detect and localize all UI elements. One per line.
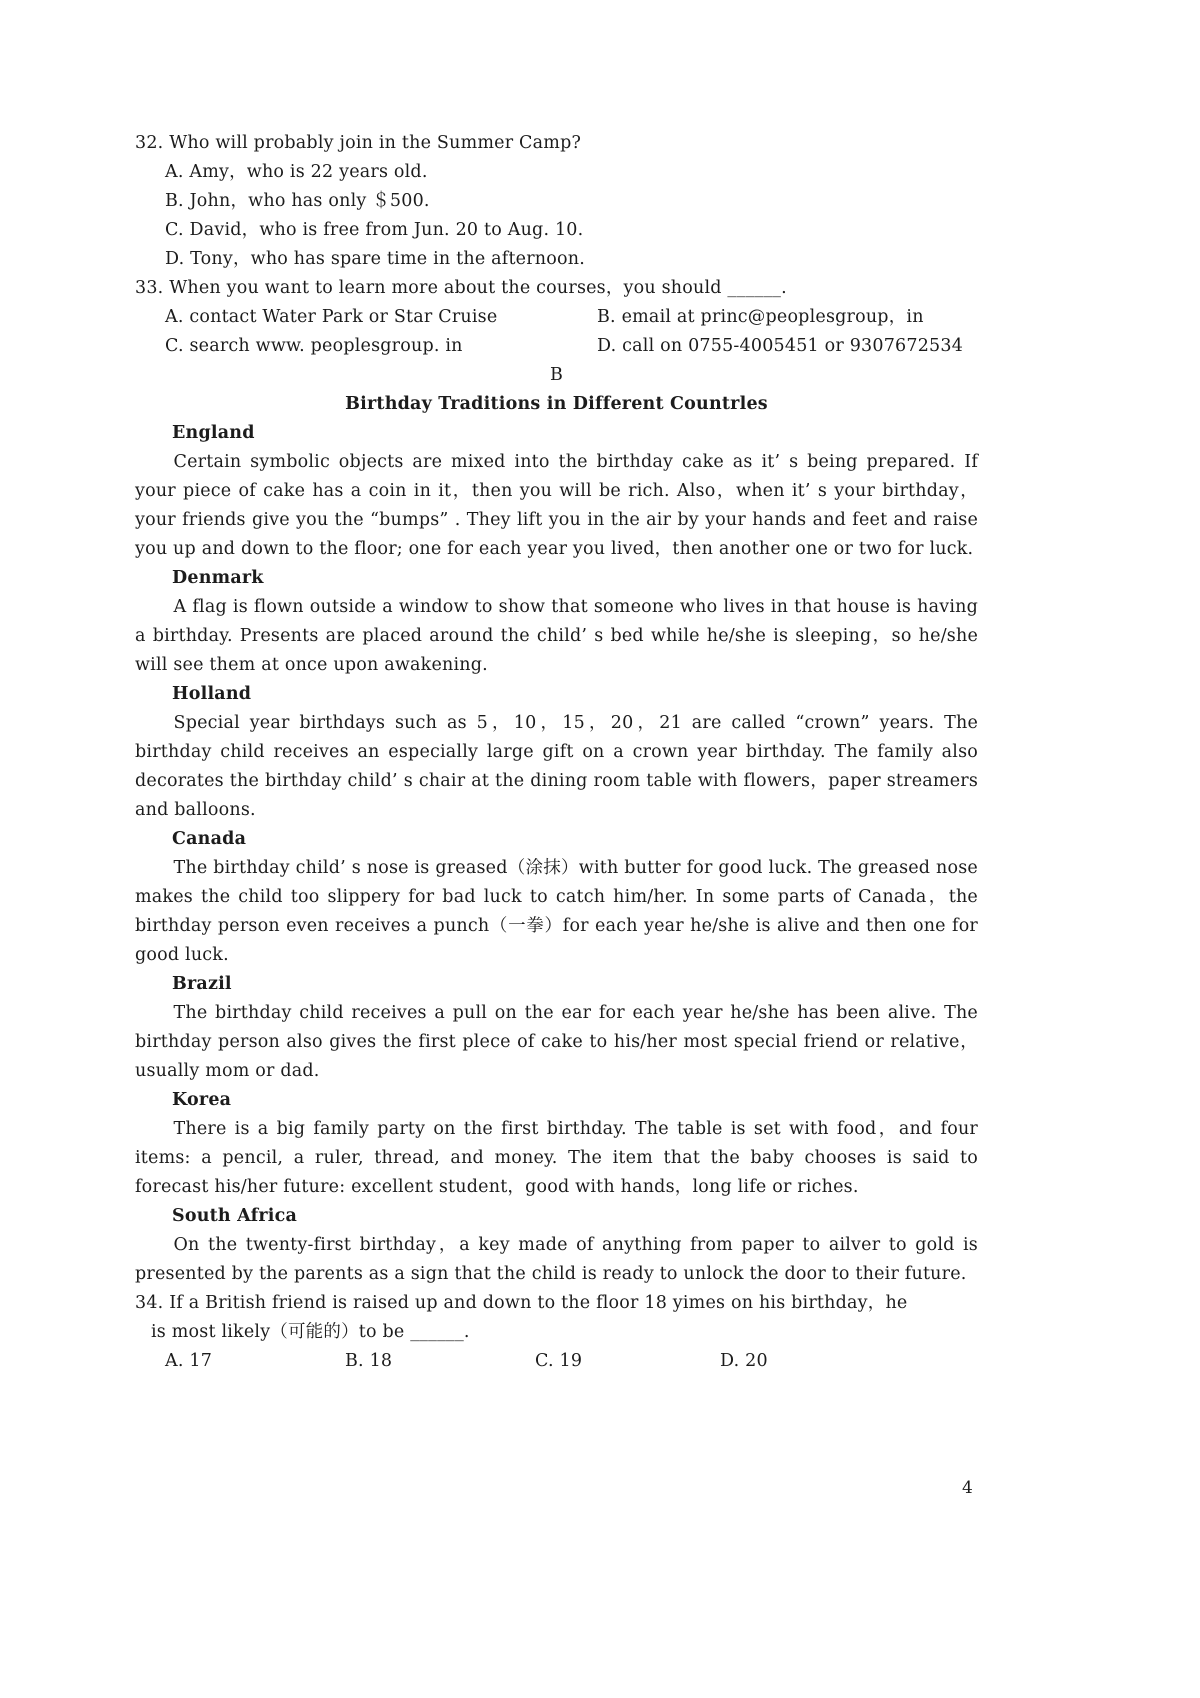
question-33-options-row-2	[135, 332, 978, 361]
page-number: 4	[962, 1478, 973, 1498]
question-33-option-a: A. contact Water Park or Star Cruise	[165, 307, 498, 327]
paragraph-england: Certain symbolic objects are mixed into the birthday cake as it’ s being prepared. If your piece of cake has a coin in it，then you will be rich. Also，when it’ s your birthday，your friends give you the “bumps” . They lift you in the air by your hands and feet and raise you up and down to the floor; one for each year you lived，then another one or two for luck.	[135, 452, 978, 559]
country-heading-brazil: Brazil	[172, 974, 232, 994]
document-body	[135, 129, 978, 1376]
paragraph-denmark: A flag is flown outside a window to show that someone who lives in that house is having a birthday. Presents are placed around the child’ s bed while he/she is sleeping，so he/she will see them at once upon awakening.	[135, 597, 978, 675]
question-32-option-a: A. Amy，who is 22 years old.	[165, 162, 428, 182]
passage-section-label: B	[549, 365, 564, 385]
question-34-option-b: B. 18	[345, 1351, 393, 1371]
question-33-options-row-1	[135, 303, 978, 332]
question-32-option-c: C. David，who is free from Jun. 20 to Aug. 10.	[165, 220, 584, 240]
paragraph-canada: The birthday child’ s nose is greased（涂抹）with butter for good luck. The greased nose makes the child too slippery for bad luck to catch him/her. In some parts of Canada，the birthday person even receives a punch（一拳）for each year he/she is alive and then one for good luck.	[135, 858, 978, 965]
question-33-option-d: D. call on 0755-4005451 or 9307672534	[597, 336, 964, 356]
question-32-stem: 32. Who will probably join in the Summer Camp?	[135, 133, 582, 153]
question-33-option-c: C. search www. peoplesgroup. in	[165, 336, 463, 356]
country-heading-denmark: Denmark	[172, 568, 264, 588]
paragraph-brazil: The birthday child receives a pull on the ear for each year he/she has been alive. The birthday person also gives the first plece of cake to his/her most special friend or relative，usually mom or dad.	[135, 1003, 978, 1081]
question-34-options-row	[135, 1347, 978, 1376]
country-heading-england: England	[172, 423, 255, 443]
country-heading-holland: Holland	[172, 684, 252, 704]
question-34-stem-line-2: is most likely（可能的）to be ______.	[151, 1322, 470, 1342]
paragraph-south-africa: On the twenty-first birthday，a key made of anything from paper to ailver to gold is presented by the parents as a sign that the child is ready to unlock the door to their future.	[135, 1235, 978, 1284]
question-34-option-d: D. 20	[720, 1351, 768, 1371]
question-34-option-c: C. 19	[535, 1351, 583, 1371]
country-heading-south-africa: South Africa	[172, 1206, 297, 1226]
question-34-option-a: A. 17	[165, 1351, 213, 1371]
question-33-option-b: B. email at princ@peoplesgroup，in	[597, 307, 924, 327]
passage-title: Birthday Traditions in Different Countrles	[345, 394, 768, 414]
paragraph-korea: There is a big family party on the first birthday. The table is set with food，and four items: a pencil, a ruler, thread, and money. The item that the baby chooses is said to forecast his/her future: excellent student，good with hands，long life or riches.	[135, 1119, 978, 1197]
question-32-option-b: B. John，who has only ＄500.	[165, 191, 430, 211]
paragraph-holland: Special year birthdays such as 5，10，15，20，21 are called “crown” years. The birthday child receives an especially large gift on a crown year birthday. The family also decorates the birthday child’ s chair at the dining room table with flowers，paper streamers and balloons.	[135, 713, 978, 820]
question-34-stem-line-1: 34. If a British friend is raised up and down to the floor 18 yimes on his birthday，he	[135, 1293, 908, 1313]
question-32-option-d: D. Tony，who has spare time in the afternoon.	[165, 249, 585, 269]
question-33-stem: 33. When you want to learn more about the courses，you should ______.	[135, 278, 787, 298]
country-heading-canada: Canada	[172, 829, 247, 849]
country-heading-korea: Korea	[172, 1090, 232, 1110]
